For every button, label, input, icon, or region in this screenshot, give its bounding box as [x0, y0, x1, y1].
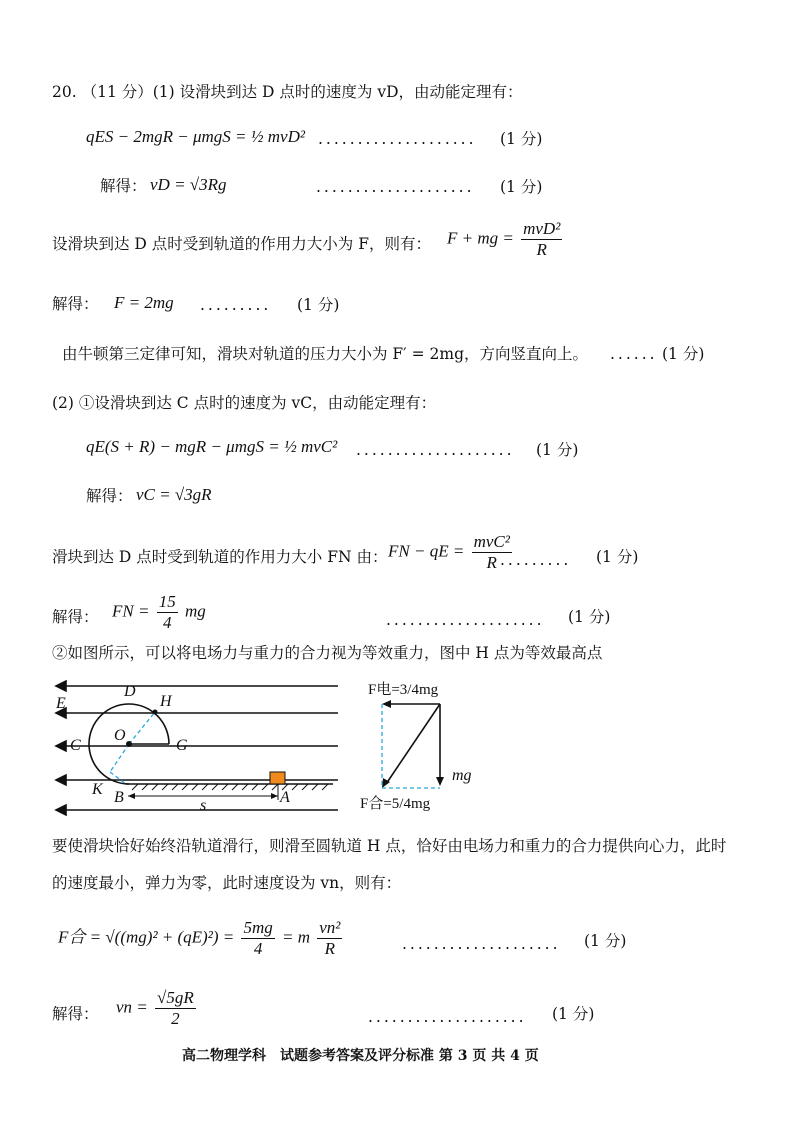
label-mg: mg: [452, 767, 472, 784]
label-k: K: [92, 781, 103, 798]
label-d: D: [124, 683, 136, 700]
eq1-dots: ....................: [318, 130, 477, 148]
sol2-expr: F = 2mg: [114, 293, 174, 312]
force-den: R: [536, 240, 547, 259]
label-o: O: [114, 727, 126, 744]
label-f-total: F合=5/4mg: [360, 796, 431, 812]
label-e: E: [56, 695, 66, 712]
sol1-dots: ....................: [316, 178, 475, 196]
score-fn: (1 分): [596, 548, 639, 566]
label-h: H: [160, 693, 172, 710]
label-b: B: [114, 789, 124, 806]
sol4-expr: [112, 592, 206, 633]
sol5-label: 解得：: [52, 1005, 99, 1023]
sol5-den: 2: [171, 1009, 180, 1028]
sol5-left: vn =: [116, 997, 148, 1017]
score-eq2: (1 分): [536, 441, 579, 459]
label-f-elec: F电=3/4mg: [368, 682, 439, 698]
fn-eq: [388, 532, 515, 573]
dashed-oh: [129, 712, 155, 744]
fn-text: 滑块到达 D 点时受到轨道的作用力大小 FN 由：: [52, 548, 388, 566]
fhe-left: F合 = √((mg)² + (qE)²) =: [58, 927, 235, 947]
explain-line2: 的速度最小，弹力为零，此时速度设为 vn，则有：: [52, 874, 402, 892]
sol1-label: 解得：: [100, 177, 147, 195]
center-o: [126, 741, 132, 747]
label-s: s: [200, 797, 207, 814]
field-arrow: [56, 681, 66, 691]
sol4-num: 15: [158, 592, 176, 611]
eq2: qE(S + R) − mgR − μmgS = ½ mvC²: [86, 437, 338, 456]
fhe-fraction2: [317, 918, 342, 959]
explain-line1: 要使滑块恰好始终沿轨道滑行，则滑至圆轨道 H 点，恰好由电场力和重力的合力提供向心力，此时: [52, 837, 727, 855]
fn-den: R: [486, 553, 497, 572]
sol3-expr: vC = √3gR: [136, 485, 212, 504]
eq2-dots: ....................: [356, 441, 515, 459]
q20-header: 20. （11 分）(1) 设滑块到达 D 点时的速度为 vD，由动能定理有：: [52, 83, 523, 101]
force-eq-left: F + mg =: [447, 228, 514, 248]
sol4-left: FN =: [112, 601, 150, 621]
fhe-eq: [58, 918, 345, 959]
sol3-label: 解得：: [86, 487, 133, 505]
score-eq1: (1 分): [500, 130, 543, 148]
score-sol1: (1 分): [500, 178, 543, 196]
sol2-label: 解得：: [52, 295, 99, 313]
fhe-num: 5mg: [243, 918, 273, 937]
field-arrow: [56, 805, 66, 815]
newton-text: 由牛顿第三定律可知，滑块对轨道的压力大小为 F′ = 2mg，方向竖直向上。: [62, 345, 589, 363]
force-text: 设滑块到达 D 点时受到轨道的作用力大小为 F，则有：: [52, 235, 431, 253]
field-arrow: [56, 741, 66, 751]
sol5-dots: ....................: [368, 1008, 527, 1026]
label-g: G: [176, 737, 188, 754]
point-h: [153, 710, 158, 715]
fhe-dots: ....................: [402, 935, 561, 953]
score-sol4: (1 分): [568, 608, 611, 626]
eq1: qES − 2mgR − μmgS = ½ mvD²: [86, 127, 305, 146]
physics-diagram: [48, 676, 498, 826]
sol4-fraction: [157, 592, 178, 633]
dashed-ok: [110, 744, 129, 772]
sol4-label: 解得：: [52, 608, 99, 626]
sol5-expr: [116, 988, 199, 1029]
force-fraction: [521, 219, 562, 260]
fn-eq-left: FN − qE =: [388, 541, 465, 561]
field-arrow: [56, 775, 66, 785]
slider-block: [270, 772, 285, 784]
label-c: C: [70, 737, 81, 754]
score-sol2: (1 分): [297, 296, 340, 314]
force-eq: [447, 219, 565, 260]
p2b-text: ②如图所示，可以将电场力与重力的合力视为等效重力，图中 H 点为等效最高点: [52, 644, 603, 662]
sol4-dots: ....................: [386, 611, 545, 629]
score-fhe: (1 分): [584, 932, 627, 950]
newton-dots: ......: [610, 345, 658, 363]
score-newton: (1 分): [662, 345, 705, 363]
sol4-right: mg: [184, 601, 206, 621]
page-footer: 高二物理学科 试题参考答案及评分标准 第 3 页 共 4 页: [182, 1048, 539, 1064]
sol2-dots: .........: [200, 296, 272, 314]
fn-num: mvC²: [473, 532, 510, 551]
sol5-num: √5gR: [157, 988, 194, 1007]
fhe-den2: R: [324, 939, 335, 958]
sol1-expr: vD = √3Rg: [150, 175, 227, 194]
fn-dots: .........: [500, 551, 572, 569]
sol4-den: 4: [162, 613, 172, 632]
fhe-m: = m: [281, 927, 310, 947]
score-sol5: (1 分): [552, 1005, 595, 1023]
fhe-den: 4: [253, 939, 263, 958]
p2-header: (2) ①设滑块到达 C 点时的速度为 vC，由动能定理有：: [52, 394, 437, 412]
fhe-num2: vn²: [319, 918, 341, 937]
fhe-fraction: [241, 918, 274, 959]
force-num: mvD²: [523, 219, 561, 238]
sol5-fraction: [155, 988, 196, 1029]
label-a: A: [280, 789, 290, 806]
